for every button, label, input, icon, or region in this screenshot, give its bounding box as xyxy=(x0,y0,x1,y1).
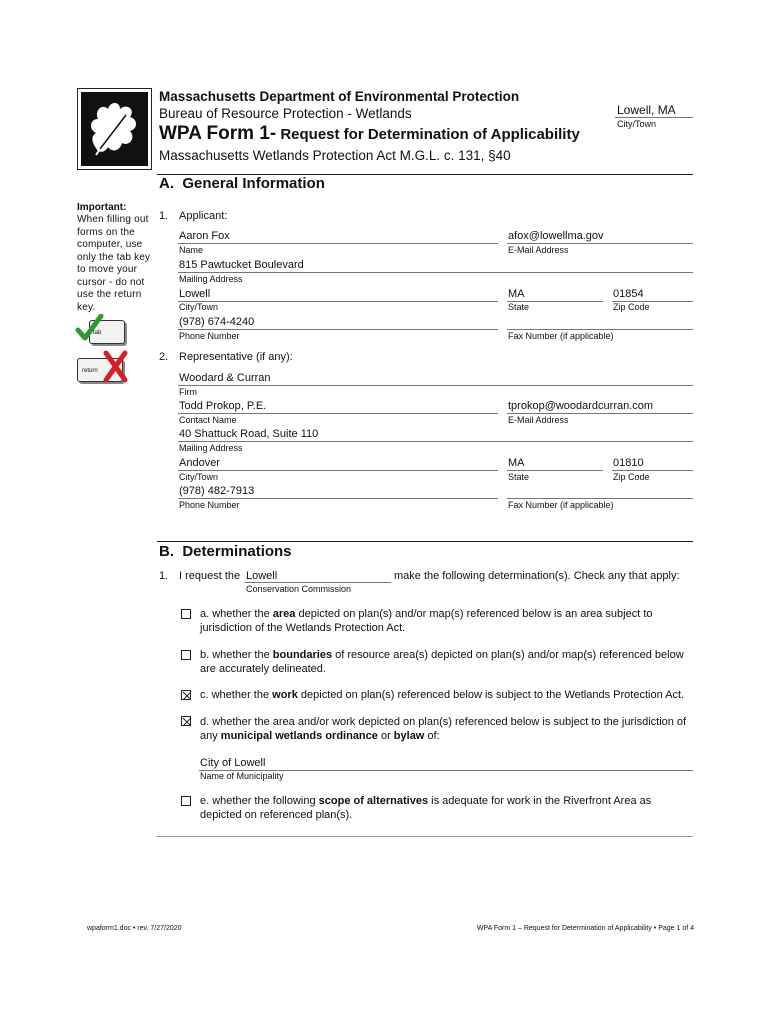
rep-city-value[interactable]: Andover xyxy=(179,457,220,469)
rep-phone-label: Phone Number xyxy=(179,500,240,510)
rep-phone-rule xyxy=(178,498,498,499)
rep-state-label: State xyxy=(508,472,530,482)
important-note: When filling out forms on the computer, use only the tab key to move your cursor - do not use the return key. xyxy=(77,214,151,313)
representative-number: 2. xyxy=(159,351,169,363)
city-town-rule xyxy=(615,117,693,118)
rep-state-value[interactable]: MA xyxy=(508,457,525,469)
act-citation: Massachusetts Wetlands Protection Act M.G.L. c. 131, §40 xyxy=(159,148,511,163)
rep-zip-label: Zip Code xyxy=(613,472,650,482)
applicant-city-rule xyxy=(178,301,498,302)
applicant-fax-rule xyxy=(507,329,693,330)
return-key-label: return xyxy=(82,368,98,374)
tab-key-label: tab xyxy=(93,330,102,336)
rep-state-rule xyxy=(507,470,603,471)
municipality-label: Name of Municipality xyxy=(200,771,284,781)
rep-city-rule xyxy=(178,470,498,471)
applicant-state-label: State xyxy=(508,302,530,312)
rep-firm-rule xyxy=(178,385,693,386)
commission-rule xyxy=(245,582,391,583)
request-prefix: I request the xyxy=(179,570,241,582)
rep-email-rule xyxy=(507,413,693,414)
municipality-value[interactable]: City of Lowell xyxy=(200,757,266,769)
option-c-text: c. whether the work depicted on plan(s) referenced below is subject to the Wetlands Protection Act. xyxy=(200,689,685,701)
applicant-city-label: City/Town xyxy=(179,302,219,312)
rep-phone-value[interactable]: (978) 482-7913 xyxy=(179,485,255,497)
applicant-address-value[interactable]: 815 Pawtucket Boulevard xyxy=(179,259,304,271)
oak-leaf-icon xyxy=(78,89,151,169)
option-b-checkbox[interactable] xyxy=(181,650,191,660)
applicant-phone-value[interactable]: (978) 674-4240 xyxy=(179,316,255,328)
option-e-text: e. whether the following scope of alternatives is adequate for work in the Riverfront Area as depicted on referenced plan(s). xyxy=(200,795,652,821)
applicant-phone-rule xyxy=(178,329,498,330)
applicant-address-rule xyxy=(178,272,693,273)
footer-left: wpaform1.doc • rev. 7/27/2020 xyxy=(87,925,182,932)
tab-key-illustration xyxy=(77,314,125,346)
agency-name: Massachusetts Department of Environmental Protection xyxy=(159,89,520,104)
checked-x-icon xyxy=(182,717,192,727)
return-key-illustration xyxy=(77,350,129,384)
rep-zip-rule xyxy=(612,470,693,471)
applicant-name-value[interactable]: Aaron Fox xyxy=(179,230,230,242)
option-a-checkbox[interactable] xyxy=(181,609,191,619)
applicant-city-value[interactable]: Lowell xyxy=(179,288,211,300)
bureau-name: Bureau of Resource Protection - Wetlands xyxy=(159,106,412,121)
applicant-email-value[interactable]: afox@lowellma.gov xyxy=(508,230,604,242)
applicant-zip-value[interactable]: 01854 xyxy=(613,288,644,300)
checked-x-icon xyxy=(182,691,192,701)
applicant-zip-label: Zip Code xyxy=(613,302,650,312)
rep-address-rule xyxy=(178,441,693,442)
option-d-text: d. whether the area and/or work depicted on plan(s) referenced below is subject to the jurisdiction of any municipal wetlands ordinance or bylaw of: xyxy=(200,716,687,742)
rep-address-value[interactable]: 40 Shattuck Road, Suite 110 xyxy=(179,428,319,440)
applicant-heading: Applicant: xyxy=(179,210,228,222)
rep-contact-rule xyxy=(178,413,498,414)
applicant-address-label: Mailing Address xyxy=(179,274,243,284)
form-title xyxy=(159,123,580,145)
rep-fax-label: Fax Number (if applicable) xyxy=(508,500,614,510)
applicant-phone-label: Phone Number xyxy=(179,331,240,341)
applicant-name-rule xyxy=(178,243,498,244)
rep-email-value[interactable]: tprokop@woodardcurran.com xyxy=(508,400,654,412)
red-x-icon xyxy=(101,350,131,384)
section-b-end-rule xyxy=(157,836,693,837)
applicant-email-rule xyxy=(507,243,693,244)
applicant-number: 1. xyxy=(159,210,169,222)
commission-value[interactable]: Lowell xyxy=(246,570,278,582)
rep-address-label: Mailing Address xyxy=(179,443,243,453)
request-suffix: make the following determination(s). Check any that apply: xyxy=(394,570,680,582)
footer-right: WPA Form 1 – Request for Determination of Applicability • Page 1 of 4 xyxy=(476,925,694,932)
important-heading: Important: xyxy=(77,202,127,213)
representative-heading: Representative (if any): xyxy=(179,351,293,363)
applicant-fax-label: Fax Number (if applicable) xyxy=(508,331,614,341)
determination-number: 1. xyxy=(159,570,169,582)
applicant-state-value[interactable]: MA xyxy=(508,288,525,300)
form-title-main: WPA Form 1- xyxy=(159,123,277,144)
rep-contact-value[interactable]: Todd Prokop, P.E. xyxy=(179,400,267,412)
rep-firm-label: Firm xyxy=(179,387,197,397)
option-c-checkbox[interactable] xyxy=(181,690,191,700)
section-b-heading: B. Determinations xyxy=(159,543,292,560)
form-title-sub: Request for Determination of Applicability xyxy=(276,126,580,143)
city-town-label: City/Town xyxy=(617,119,657,129)
section-b-divider xyxy=(157,541,693,542)
rep-fax-rule xyxy=(507,498,693,499)
dep-logo xyxy=(77,88,152,170)
option-d-checkbox[interactable] xyxy=(181,716,191,726)
option-e-checkbox[interactable] xyxy=(181,796,191,806)
rep-city-label: City/Town xyxy=(179,472,219,482)
rep-contact-label: Contact Name xyxy=(179,415,237,425)
applicant-name-label: Name xyxy=(179,245,204,255)
section-a-heading: A. General Information xyxy=(159,175,325,192)
commission-label: Conservation Commission xyxy=(246,584,352,594)
checkmark-icon xyxy=(75,314,105,344)
option-b-text: b. whether the boundaries of resource area(s) depicted on plan(s) and/or map(s) referenced below are accurately delineated. xyxy=(200,649,684,675)
rep-email-label: E-Mail Address xyxy=(508,415,569,425)
option-a-text: a. whether the area depicted on plan(s) and/or map(s) referenced below is an area subject to jurisdiction of the Wetlands Protection Act. xyxy=(200,608,653,634)
rep-firm-value[interactable]: Woodard & Curran xyxy=(179,372,271,384)
city-town-value[interactable]: Lowell, MA xyxy=(617,103,676,117)
rep-zip-value[interactable]: 01810 xyxy=(613,457,644,469)
applicant-email-label: E-Mail Address xyxy=(508,245,569,255)
